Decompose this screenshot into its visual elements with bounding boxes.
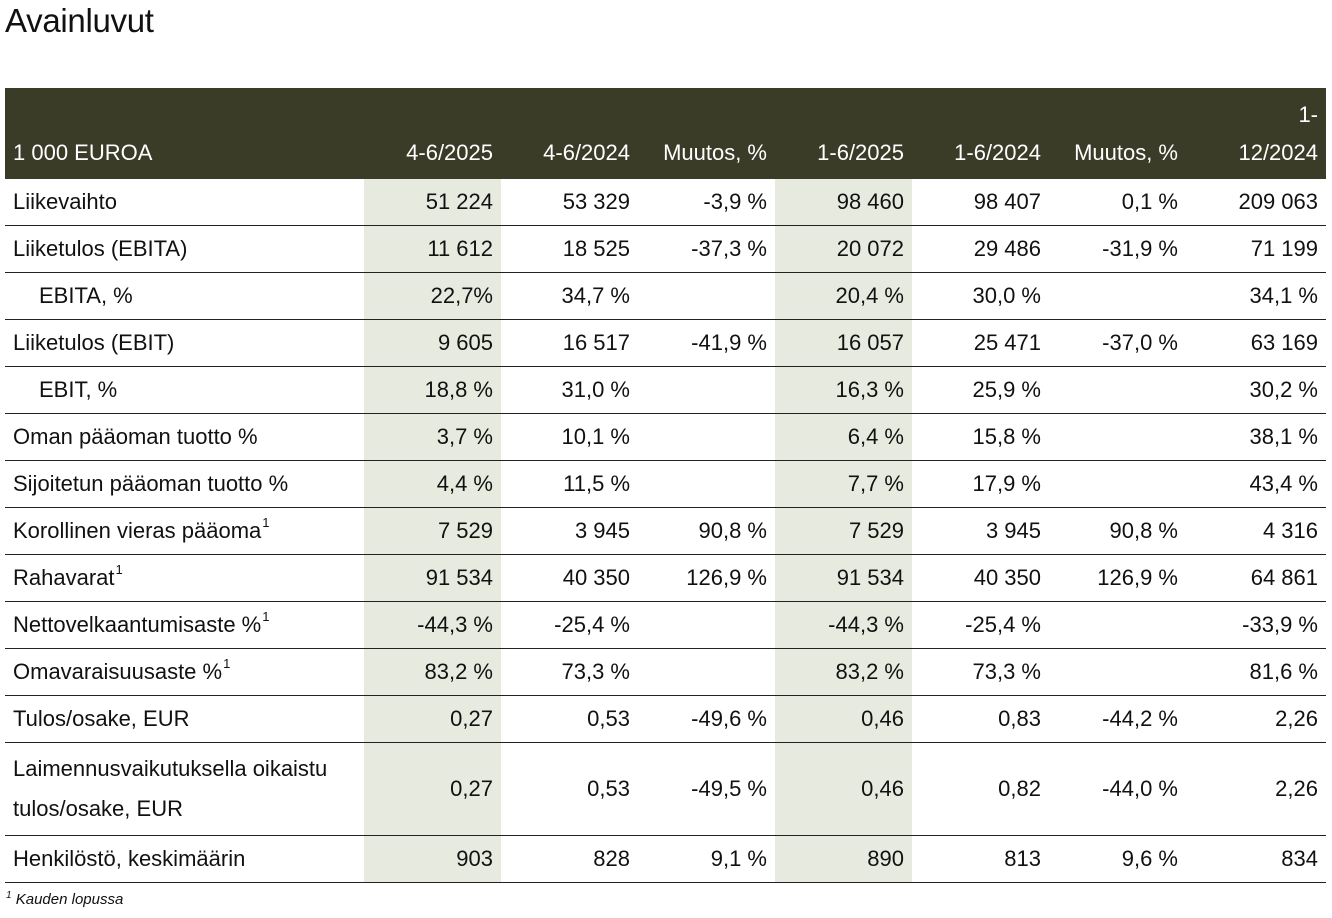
row-label xyxy=(5,696,364,743)
table-cell xyxy=(1049,414,1186,461)
table-cell: 17,9 % xyxy=(912,461,1049,508)
row-label xyxy=(5,226,364,273)
table-cell: 6,4 % xyxy=(775,414,912,461)
table-row xyxy=(5,273,1326,320)
table-cell: 22,7% xyxy=(364,273,501,320)
table-cell: 18,8 % xyxy=(364,367,501,414)
table-cell: 903 xyxy=(364,836,501,883)
row-label-text: Korollinen vieras pääoma xyxy=(13,518,262,543)
table-cell: 126,9 % xyxy=(1049,555,1186,602)
row-label-text: Tulos/osake, EUR xyxy=(13,706,190,731)
table-row xyxy=(5,836,1326,883)
table-header xyxy=(5,88,1326,179)
table-cell: 98 460 xyxy=(775,179,912,226)
table-cell: -44,3 % xyxy=(364,602,501,649)
row-label-text: Oman pääoman tuotto % xyxy=(13,424,258,449)
table-cell: 7 529 xyxy=(775,508,912,555)
table-cell: 90,8 % xyxy=(638,508,775,555)
header-col-h1-2025: 1-6/2025 xyxy=(775,88,912,179)
row-label xyxy=(5,602,364,649)
table-cell: 30,0 % xyxy=(912,273,1049,320)
table-cell: -37,3 % xyxy=(638,226,775,273)
table-cell: 9,1 % xyxy=(638,836,775,883)
table-cell: 34,1 % xyxy=(1186,273,1326,320)
table-cell: 29 486 xyxy=(912,226,1049,273)
table-cell: 51 224 xyxy=(364,179,501,226)
row-label xyxy=(5,743,364,836)
table-cell: 10,1 % xyxy=(501,414,638,461)
table-cell: 4,4 % xyxy=(364,461,501,508)
table-cell: 2,26 xyxy=(1186,696,1326,743)
table-row xyxy=(5,743,1326,836)
table-cell: 0,1 % xyxy=(1049,179,1186,226)
table-cell xyxy=(638,461,775,508)
table-cell xyxy=(638,602,775,649)
table-cell: 34,7 % xyxy=(501,273,638,320)
table-cell: 40 350 xyxy=(912,555,1049,602)
table-cell: 38,1 % xyxy=(1186,414,1326,461)
table-cell xyxy=(638,414,775,461)
footnote-marker: 1 xyxy=(262,515,270,530)
footnote-marker: 1 xyxy=(262,609,270,624)
table-cell: 15,8 % xyxy=(912,414,1049,461)
table-cell: 81,6 % xyxy=(1186,649,1326,696)
table-cell xyxy=(1049,367,1186,414)
table-cell xyxy=(1049,273,1186,320)
table-cell: 0,46 xyxy=(775,696,912,743)
table-cell: 813 xyxy=(912,836,1049,883)
table-cell: 0,53 xyxy=(501,743,638,836)
table-cell: 20 072 xyxy=(775,226,912,273)
table-cell: 16 057 xyxy=(775,320,912,367)
table-cell: -49,6 % xyxy=(638,696,775,743)
table-cell: 2,26 xyxy=(1186,743,1326,836)
header-col-h1-2024: 1-6/2024 xyxy=(912,88,1049,179)
header-col-fy-line1: 1- xyxy=(1298,102,1318,127)
table-cell: 40 350 xyxy=(501,555,638,602)
row-label xyxy=(5,461,364,508)
table-cell xyxy=(638,367,775,414)
row-label xyxy=(5,555,364,602)
header-col-change-q: Muutos, % xyxy=(638,88,775,179)
footnote xyxy=(5,891,123,908)
row-label-text: EBIT, % xyxy=(39,377,118,402)
table-cell: 0,83 xyxy=(912,696,1049,743)
row-label xyxy=(5,836,364,883)
key-figures-table xyxy=(5,88,1326,883)
footnote-text: Kauden lopussa xyxy=(15,891,124,908)
table-cell: 16 517 xyxy=(501,320,638,367)
table-row xyxy=(5,226,1326,273)
table-cell: 7 529 xyxy=(364,508,501,555)
table-cell: 0,53 xyxy=(501,696,638,743)
row-label xyxy=(5,508,364,555)
header-col-q2-2025: 4-6/2025 xyxy=(364,88,501,179)
table-cell: -41,9 % xyxy=(638,320,775,367)
row-label-text: Laimennusvaikutuksella oikaistu tulos/osake, EUR xyxy=(13,756,328,821)
table-cell xyxy=(638,273,775,320)
table-cell: 890 xyxy=(775,836,912,883)
table-row xyxy=(5,649,1326,696)
table-row xyxy=(5,414,1326,461)
footnote-marker: 1 xyxy=(6,890,12,901)
table-cell: 83,2 % xyxy=(364,649,501,696)
table-cell: 73,3 % xyxy=(912,649,1049,696)
table-cell: 31,0 % xyxy=(501,367,638,414)
row-label xyxy=(5,320,364,367)
table-row xyxy=(5,320,1326,367)
table-cell: 828 xyxy=(501,836,638,883)
table-cell: 0,46 xyxy=(775,743,912,836)
table-cell xyxy=(1049,649,1186,696)
table-row xyxy=(5,508,1326,555)
table-cell: 0,82 xyxy=(912,743,1049,836)
table-row xyxy=(5,696,1326,743)
table-cell: 9 605 xyxy=(364,320,501,367)
header-col-fy-line2: 12/2024 xyxy=(1238,140,1318,165)
row-label-text: Omavaraisuusaste % xyxy=(13,659,223,684)
table-row xyxy=(5,461,1326,508)
table-cell: 4 316 xyxy=(1186,508,1326,555)
table-row xyxy=(5,555,1326,602)
table-cell: 73,3 % xyxy=(501,649,638,696)
row-label xyxy=(5,273,364,320)
table-cell: 16,3 % xyxy=(775,367,912,414)
table-cell: -3,9 % xyxy=(638,179,775,226)
page-title: Avainluvut xyxy=(5,2,154,39)
table-cell: 11,5 % xyxy=(501,461,638,508)
row-label xyxy=(5,179,364,226)
row-label-text: Nettovelkaantumisaste % xyxy=(13,612,262,637)
row-label xyxy=(5,649,364,696)
table-cell: -25,4 % xyxy=(912,602,1049,649)
table-cell: 3 945 xyxy=(912,508,1049,555)
table-cell: -33,9 % xyxy=(1186,602,1326,649)
table-cell: 91 534 xyxy=(364,555,501,602)
table-cell: 64 861 xyxy=(1186,555,1326,602)
table-cell: 25,9 % xyxy=(912,367,1049,414)
header-col-fy-2024 xyxy=(1186,88,1326,179)
table-cell: 0,27 xyxy=(364,696,501,743)
header-col-q2-2024: 4-6/2024 xyxy=(501,88,638,179)
table-cell: -31,9 % xyxy=(1049,226,1186,273)
table-cell: 834 xyxy=(1186,836,1326,883)
table-cell: -44,2 % xyxy=(1049,696,1186,743)
row-label-text: Rahavarat xyxy=(13,565,115,590)
row-label-text: EBITA, % xyxy=(39,283,133,308)
row-label-text: Sijoitetun pääoman tuotto % xyxy=(13,471,289,496)
footnote-marker: 1 xyxy=(115,562,123,577)
row-label-text: Liiketulos (EBITA) xyxy=(13,236,188,261)
row-label-text: Liikevaihto xyxy=(13,189,117,214)
table-cell: 25 471 xyxy=(912,320,1049,367)
table-cell: 7,7 % xyxy=(775,461,912,508)
table-cell: -25,4 % xyxy=(501,602,638,649)
header-col-change-h1: Muutos, % xyxy=(1049,88,1186,179)
table-cell: 71 199 xyxy=(1186,226,1326,273)
table-cell: -44,0 % xyxy=(1049,743,1186,836)
table-cell: 209 063 xyxy=(1186,179,1326,226)
table-cell xyxy=(1049,461,1186,508)
table-cell: -49,5 % xyxy=(638,743,775,836)
table-body xyxy=(5,179,1326,883)
table-cell xyxy=(638,649,775,696)
row-label xyxy=(5,414,364,461)
table-cell: 126,9 % xyxy=(638,555,775,602)
table-cell: 43,4 % xyxy=(1186,461,1326,508)
table-cell: 90,8 % xyxy=(1049,508,1186,555)
footnote-marker: 1 xyxy=(223,656,231,671)
table-row xyxy=(5,367,1326,414)
table-cell: 3,7 % xyxy=(364,414,501,461)
table-cell: 9,6 % xyxy=(1049,836,1186,883)
row-label-text: Henkilöstö, keskimäärin xyxy=(13,846,246,871)
table-cell: 83,2 % xyxy=(775,649,912,696)
table-cell: 98 407 xyxy=(912,179,1049,226)
table-cell: 18 525 xyxy=(501,226,638,273)
table-cell: 3 945 xyxy=(501,508,638,555)
table-cell: 53 329 xyxy=(501,179,638,226)
table-cell: -37,0 % xyxy=(1049,320,1186,367)
table-cell: 11 612 xyxy=(364,226,501,273)
table-cell: 20,4 % xyxy=(775,273,912,320)
table-cell: 63 169 xyxy=(1186,320,1326,367)
table-cell: 30,2 % xyxy=(1186,367,1326,414)
table-cell xyxy=(1049,602,1186,649)
table-cell: 0,27 xyxy=(364,743,501,836)
header-unit-label: 1 000 EUROA xyxy=(5,88,364,179)
table-cell: 91 534 xyxy=(775,555,912,602)
row-label xyxy=(5,367,364,414)
row-label-text: Liiketulos (EBIT) xyxy=(13,330,175,355)
table-row xyxy=(5,602,1326,649)
table-row xyxy=(5,179,1326,226)
table-cell: -44,3 % xyxy=(775,602,912,649)
